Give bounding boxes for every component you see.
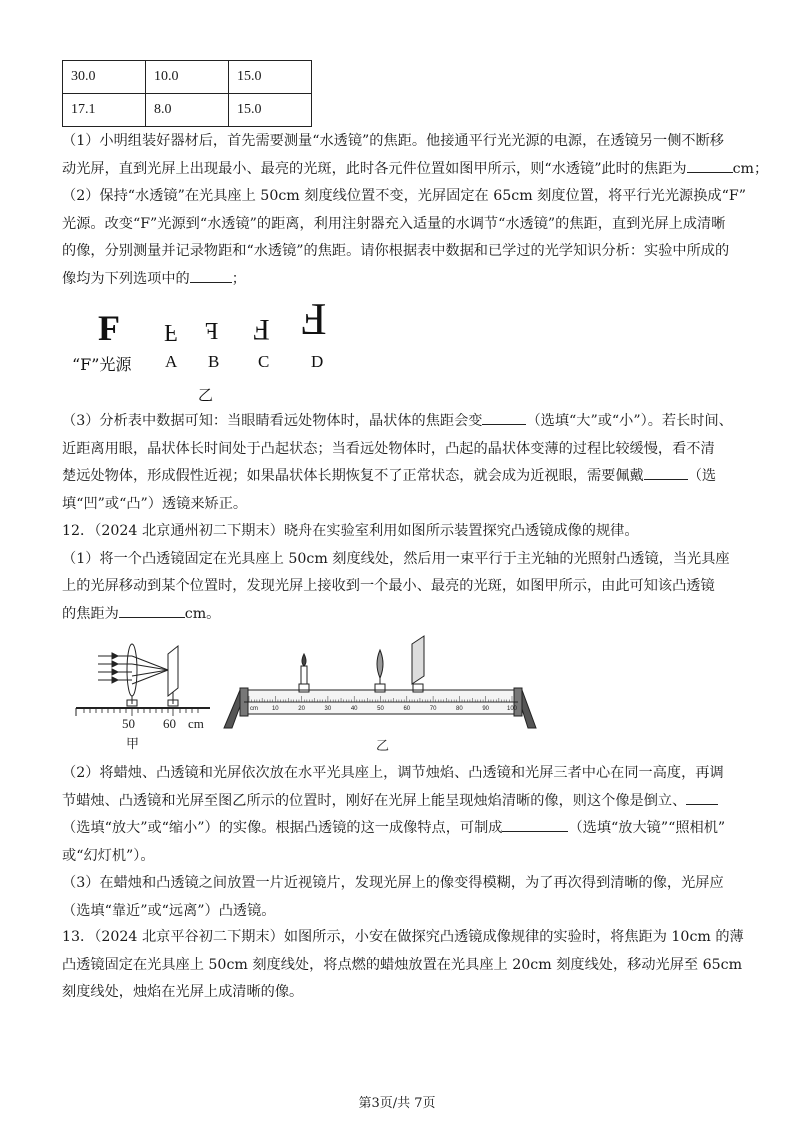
question-13 xyxy=(62,924,744,1007)
text-segment: 楚远处物体，形成假性近视；如果晶状体长期恢复不了正常状态，就会成为近视眼，需要佩戴 xyxy=(62,468,644,484)
option-a-label: A xyxy=(165,352,178,371)
text-line xyxy=(62,601,738,629)
table-cell: 10.0 xyxy=(146,61,229,94)
unit-label: cm xyxy=(188,716,204,731)
scale-label: 60 xyxy=(403,706,411,712)
question-1-part-2 xyxy=(62,183,746,293)
text-segment: ； xyxy=(231,270,246,287)
text-line xyxy=(62,266,738,294)
text-line: （1）将一个凸透镜固定在光具座上 50cm 刻度线处，然后用一束平行于主光轴的光照射凸透镜，当光具座 xyxy=(62,550,730,567)
figure-jia xyxy=(70,636,220,751)
text-line: 刻度线处，烛焰在光屏上成清晰的像。 xyxy=(62,984,304,1000)
table-cell: 30.0 xyxy=(63,61,146,94)
text-line: 或“幻灯机”）。 xyxy=(62,847,155,864)
scale-label: 30 xyxy=(324,706,332,712)
data-table xyxy=(62,60,312,127)
text-segment: cm； xyxy=(732,160,769,177)
text-segment: （选填“放大”或“缩小”）的实像。根据凸透镜的这一成像特点，可制成 xyxy=(62,820,503,836)
answer-blank xyxy=(687,158,733,173)
answer-blank xyxy=(119,603,185,618)
text-segment: （选 xyxy=(687,468,717,484)
option-c-label: C xyxy=(258,352,270,371)
text-line: 13．（2024 北京平谷初二下期末）如图所示，小安在做探究凸透镜成像规律的实验时，将焦距为 10cm 的薄 xyxy=(62,929,744,945)
answer-blank xyxy=(686,790,718,805)
f-source-glyph: F xyxy=(98,308,120,348)
text-segment: （选填“大”或“小”）。若长时间、 xyxy=(526,413,733,429)
figure-yi-optical-bench xyxy=(222,632,540,756)
table-cell: 17.1 xyxy=(63,94,146,127)
answer-blank xyxy=(502,817,568,832)
text-line: （选填“靠近”或“远离”）凸透镜。 xyxy=(62,902,276,919)
option-d-label: D xyxy=(311,352,324,371)
table-cell: 15.0 xyxy=(229,94,312,127)
page-footer: 第3页/共 7页 xyxy=(358,1096,436,1111)
text-segment: cm。 xyxy=(184,605,221,622)
table-row xyxy=(63,61,312,94)
text-segment: 动光屏，直到光屏上出现最小、最亮的光斑，此时各元件位置如图甲所示，则“水透镜”此时的焦距为 xyxy=(62,160,687,177)
figure-caption: 乙 xyxy=(198,386,214,404)
text-segment: （选填“放大镜”“照相机” xyxy=(568,820,726,836)
option-a-glyph: F xyxy=(164,319,178,345)
scale-unit: cm xyxy=(250,706,258,712)
answer-blank xyxy=(190,268,232,283)
tick-label-60: 60 xyxy=(163,716,176,731)
text-line: 近距离用眼，晶状体长时间处于凸起状态；当看远处物体时，凸起的晶状体变薄的过程比较缓慢，看不清 xyxy=(62,440,715,457)
text-line xyxy=(62,463,738,491)
text-line: （3）在蜡烛和凸透镜之间放置一片近视镜片，发现光屏上的像变得模糊，为了再次得到清晰的像，光屏应 xyxy=(62,875,724,891)
question-title: 12．（2024 北京通州初二下期末）晓舟在实验室利用如图所示装置探究凸透镜成像的规律。 xyxy=(62,523,639,539)
text-segment: 像均为下列选项中的 xyxy=(62,270,190,287)
table-cell: 15.0 xyxy=(229,61,312,94)
question-12 xyxy=(62,518,738,628)
text-line: 光源。改变“F”光源到“水透镜”的距离，利用注射器充入适量的水调节“水透镜”的焦距，直到光屏上成清晰 xyxy=(62,215,726,232)
scale-label: 70 xyxy=(429,706,437,712)
text-line: （2）保持“水透镜”在光具座上 50cm 刻度线位置不变，光屏固定在 65cm 刻度位置，将平行光光源换成“F” xyxy=(62,188,746,204)
tick-label-50: 50 xyxy=(122,716,135,731)
text-line: （2）将蜡烛、凸透镜和光屏依次放在水平光具座上，调节烛焰、凸透镜和光屏三者中心在同一高度，再调 xyxy=(62,765,724,781)
scale-label: 10 xyxy=(271,706,279,712)
text-segment: （3）分析表中数据可知：当眼睛看远处物体时，晶状体的焦距会变 xyxy=(62,413,483,429)
f-source-label: “F”光源 xyxy=(72,355,132,374)
scale-label: 20 xyxy=(298,706,305,712)
option-b-glyph: F xyxy=(205,319,219,345)
text-segment: 的焦距为 xyxy=(62,605,119,622)
text-line xyxy=(62,156,769,184)
scale-label: 80 xyxy=(456,706,463,712)
answer-blank xyxy=(644,465,688,480)
answer-blank xyxy=(482,410,526,425)
text-line: 填“凹”或“凸”）透镜来矫正。 xyxy=(62,495,248,512)
figure-caption: 甲 xyxy=(126,737,140,751)
scale-label: 90 xyxy=(482,706,490,712)
scale-label: 50 xyxy=(377,706,384,712)
option-c-glyph: F xyxy=(253,313,270,346)
scale-label: 100 xyxy=(506,706,518,712)
option-d-glyph: F xyxy=(301,294,327,345)
question-1-part-3 xyxy=(62,408,738,518)
table-cell: 8.0 xyxy=(146,94,229,127)
text-line xyxy=(62,408,738,436)
text-segment: 节蜡烛、凸透镜和光屏至图乙所示的位置时，刚好在光屏上能呈现烛焰清晰的像，则这个像是倒立、 xyxy=(62,792,687,809)
figure-caption: 乙 xyxy=(376,739,390,754)
text-line: （1）小明组装好器材后，首先需要测量“水透镜”的焦距。他接通平行光光源的电源，在透镜另一侧不断移 xyxy=(62,133,724,149)
text-line: 的像，分别测量并记录物距和“水透镜”的焦距。请你根据表中数据和已学过的光学知识分析：实验中所成的 xyxy=(62,243,730,259)
option-b-label: B xyxy=(208,352,220,371)
text-line: 凸透镜固定在光具座上 50cm 刻度线处，将点燃的蜡烛放置在光具座上 20cm 刻度线处，移动光屏至 65cm xyxy=(62,956,743,973)
table-row xyxy=(63,94,312,127)
text-line xyxy=(62,788,738,816)
question-1-part-1 xyxy=(62,128,769,183)
scale-label: 40 xyxy=(350,706,358,712)
text-line: 上的光屏移动到某个位置时，发现光屏上接收到一个最小、最亮的光斑，如图甲所示，由此可知该凸透镜 xyxy=(62,578,715,594)
question-12-parts-2-3 xyxy=(62,760,738,925)
text-line xyxy=(62,815,738,843)
